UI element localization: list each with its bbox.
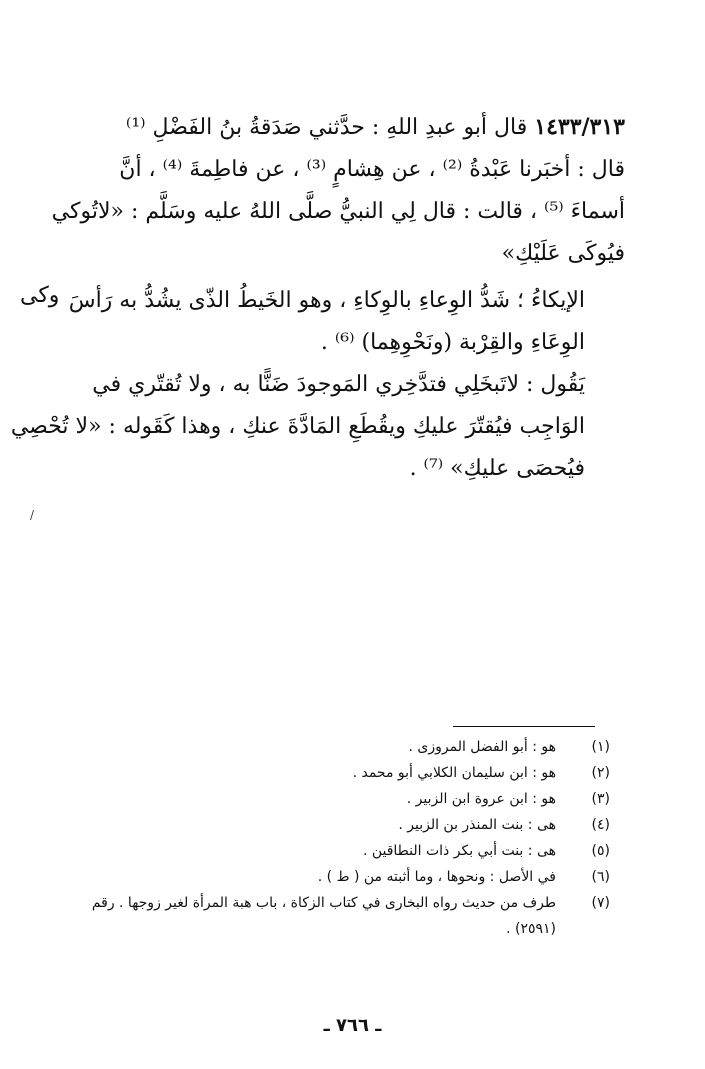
footnote-number: (٢) [591, 765, 610, 781]
scan-mark: / [30, 508, 35, 522]
footnote-text: هو : ابن سليمان الكلابي أبو محمد . [352, 765, 556, 781]
gloss2-line-3: فيُحصَى عليكِ» ⁽⁷⁾ . [409, 456, 585, 481]
footnote-text: هو : أبو الفضل المروزى . [408, 739, 556, 755]
hadith-line-2: قال : أخبَرنا عَبْدةُ ⁽²⁾ ، عن هِشامٍ ⁽³⁾ ، عن فاطِمةَ ⁽⁴⁾ ، أنَّ [119, 157, 625, 182]
margin-keyword: وكى [20, 283, 60, 308]
gloss-paragraph-2 [10, 364, 585, 490]
hadith-line-1 [90, 106, 625, 149]
footnote-number: (١) [591, 739, 610, 755]
footnote-text: في الأصل : ونحوها ، وما أثبته من ( ط ) . [317, 869, 556, 885]
footnote-item [50, 786, 610, 812]
footnote-item [50, 838, 610, 864]
footnote-text: هو : ابن عروة ابن الزبير . [406, 791, 556, 807]
gloss1-line-1: الإيكاءُ ؛ شَدُّ الوِعاءِ بالوِكاءِ ، وهو الخَيطُ الذّى يشُدُّ به رَأسَ [68, 288, 585, 313]
footnote-text: طرف من حديث رواه البخارى في كتاب الزكاة ، باب هبة المرأة لغير زوجها . رقم (٢٥٩١) . [91, 895, 556, 937]
footnotes [50, 734, 610, 942]
hadith-line-3: أسماءَ ⁽⁵⁾ ، قالت : قال لِي النبيُّ صلَّى اللهُ عليه وسَلَّم : «لاتُوكي [51, 199, 625, 224]
footnote-number: (٣) [591, 791, 610, 807]
gloss-paragraph-1 [68, 280, 585, 364]
gloss2-line-2: الوَاجِب فيُقتّرَ عليكِ ويقُطَعِ المَادَّةَ عنكِ ، وهذا كَقَوله : «لا تُحْصِي [10, 414, 585, 439]
footnote-number: (٤) [591, 817, 610, 833]
footnote-item [50, 812, 610, 838]
gloss1-line-2: الوِعَاءِ والقِرْبة (ونَحْوِهِما) ⁽⁶⁾ . [320, 330, 585, 355]
footnote-item [50, 760, 610, 786]
page-number: ـ ٧٦٦ ـ [323, 1015, 382, 1036]
footnote-item [50, 890, 610, 942]
footnote-number: (٦) [591, 869, 610, 885]
footnote-divider [453, 726, 595, 727]
footnote-text: هى : بنت المنذر بن الزبير . [398, 817, 556, 833]
footnote-text: هى : بنت أبي بكر ذات النطاقين . [362, 843, 556, 859]
hadith-number: ١٤٣٣/٣١٣ [534, 114, 625, 140]
hadith-line-4: فيُوكَى عَلَيْكِ» [501, 241, 625, 266]
footnote-item [50, 734, 610, 760]
hadith-line-1-text: قال أبو عبدِ اللهِ : حدَّثني صَدَقةُ بنُ الفَضْلِ ⁽¹⁾ [125, 115, 535, 140]
footnote-number: (٧) [591, 895, 610, 911]
footnote-item [50, 864, 610, 890]
gloss2-line-1: يَقُول : لاتَبخَلِي فتدَّخِري المَوجودَ ضَنًّا به ، ولا تُقتّري في [92, 372, 585, 397]
footnote-number: (٥) [591, 843, 610, 859]
hadith-text [51, 106, 625, 275]
